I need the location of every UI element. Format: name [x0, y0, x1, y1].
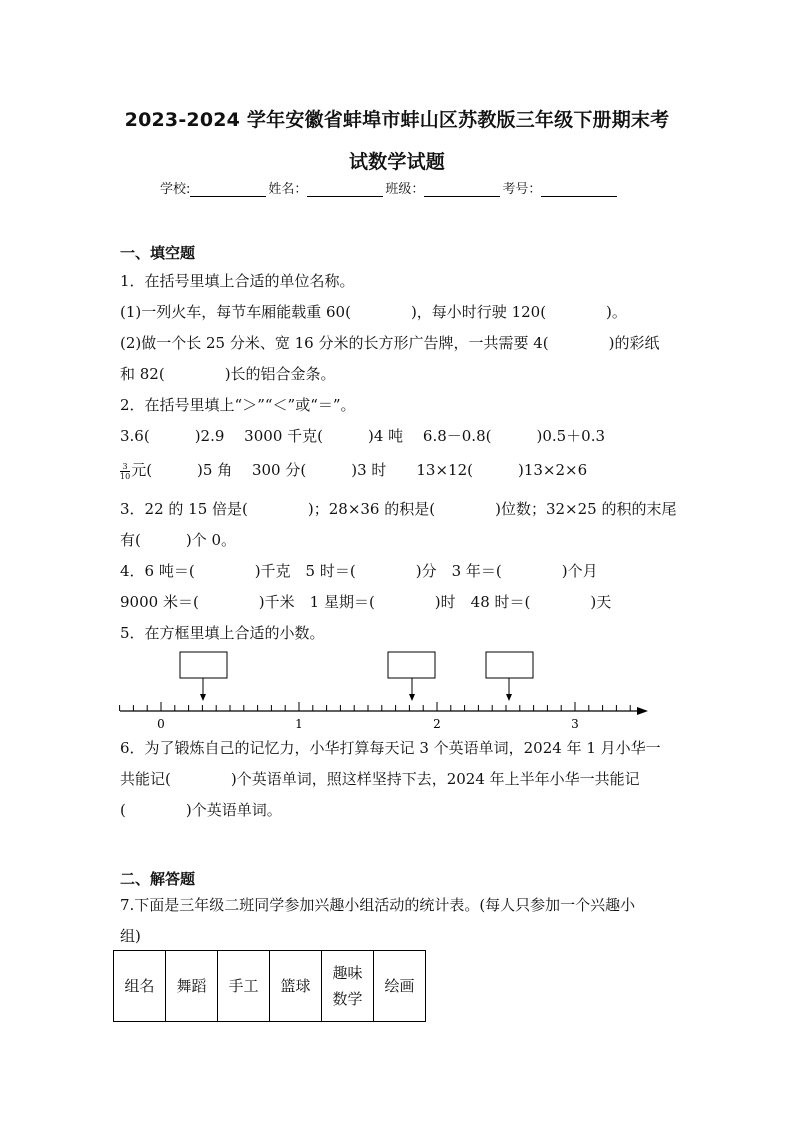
- number-line-ticks: [120, 702, 631, 711]
- exam-title-line2: 试数学试题: [348, 151, 445, 173]
- tick-label-3: 3: [571, 717, 579, 731]
- q2-stem: 2．在括号里填上“＞”“＜”或“＝”。: [120, 396, 356, 414]
- answer-box-3[interactable]: [486, 652, 533, 678]
- q1-part1: (1)一列火车，每节车厢能载重 60( )，每小时行驶 120( )。: [120, 303, 627, 321]
- name-label: 姓名：: [268, 182, 308, 197]
- number-line: [110, 645, 670, 735]
- answer-box-2[interactable]: [388, 652, 435, 678]
- q3-line-b: 有( )个 0。: [120, 531, 237, 549]
- q7-line-b: 组): [120, 927, 141, 945]
- q6-line-a: 6．为了锻炼自己的记忆力，小华打算每天记 3 个英语单词，2024 年 1 月小华一: [120, 739, 661, 757]
- class-label: 班级：: [385, 182, 425, 197]
- pointer-arrowhead-3: [506, 694, 512, 701]
- exam-title-line1: 2023-2024 学年安徽省蚌埠市蚌山区苏教版三年级下册期末考: [124, 109, 670, 131]
- q4-row2: 9000 米＝( )千米 1 星期＝( )时 48 时＝( )天: [120, 593, 612, 611]
- table-row: [114, 951, 426, 1022]
- pointer-arrowhead-2: [409, 694, 415, 701]
- fraction-denominator: 10: [120, 471, 131, 481]
- table-header-cell: 手工: [218, 951, 270, 1022]
- interest-group-table: [113, 950, 426, 1022]
- school-label: 学校:: [160, 182, 191, 197]
- student-info-row: [160, 178, 619, 197]
- q1-stem: 1．在括号里填上合适的单位名称。: [120, 272, 355, 290]
- answer-box-1[interactable]: [180, 652, 227, 678]
- q2-row1: 3.6( )2.9 3000 千克( )4 吨 6.8－0.8( )0.5＋0.3: [120, 427, 606, 445]
- q5-stem: 5．在方框里填上合适的小数。: [120, 624, 325, 642]
- q1-part2b: 和 82( )长的铝合金条。: [120, 365, 336, 383]
- q7-line-a: 7.下面是三年级二班同学参加兴趣小组活动的统计表。(每人只参加一个兴趣小: [120, 896, 636, 914]
- number-line-arrowhead: [637, 707, 648, 715]
- exam-no-field[interactable]: [541, 180, 617, 197]
- section-fill-in-heading: 一、填空题: [120, 244, 196, 262]
- table-header-cell: 绘画: [374, 951, 426, 1022]
- table-header-cell: 舞蹈: [166, 951, 218, 1022]
- tick-label-2: 2: [433, 717, 441, 731]
- school-field[interactable]: [190, 180, 266, 197]
- q4-row1: 4．6 吨＝( )千克 5 时＝( )分 3 年＝( )个月: [120, 562, 598, 580]
- tick-label-0: 0: [157, 717, 165, 731]
- name-field[interactable]: [307, 180, 383, 197]
- q3-line-a: 3．22 的 15 倍是( )；28×36 的积是( )位数；32×25 的积的末尾: [120, 500, 677, 518]
- section-solve-heading: 二、解答题: [120, 870, 196, 888]
- fraction-numerator: 3: [120, 462, 130, 472]
- table-header-cell: 组名: [114, 951, 166, 1022]
- class-field[interactable]: [424, 180, 500, 197]
- q6-line-c: ( )个英语单词。: [120, 801, 282, 819]
- table-header-cell: 篮球: [270, 951, 322, 1022]
- exam-no-label: 考号：: [502, 182, 542, 197]
- q2-row2: [120, 459, 587, 481]
- table-header-cell: 趣味 数学: [322, 951, 374, 1022]
- tick-label-1: 1: [295, 717, 303, 731]
- q6-line-b: 共能记( )个英语单词，照这样坚持下去，2024 年上半年小华一共能记: [120, 770, 640, 788]
- fraction: [120, 462, 130, 481]
- q2-row2-text: 元( )5 角 300 分( )3 时 13×12( )13×2×6: [131, 461, 588, 479]
- pointer-arrowhead-1: [200, 694, 206, 701]
- q1-part2a: (2)做一个长 25 分米、宽 16 分米的长方形广告牌，一共需要 4( )的彩纸: [120, 334, 660, 352]
